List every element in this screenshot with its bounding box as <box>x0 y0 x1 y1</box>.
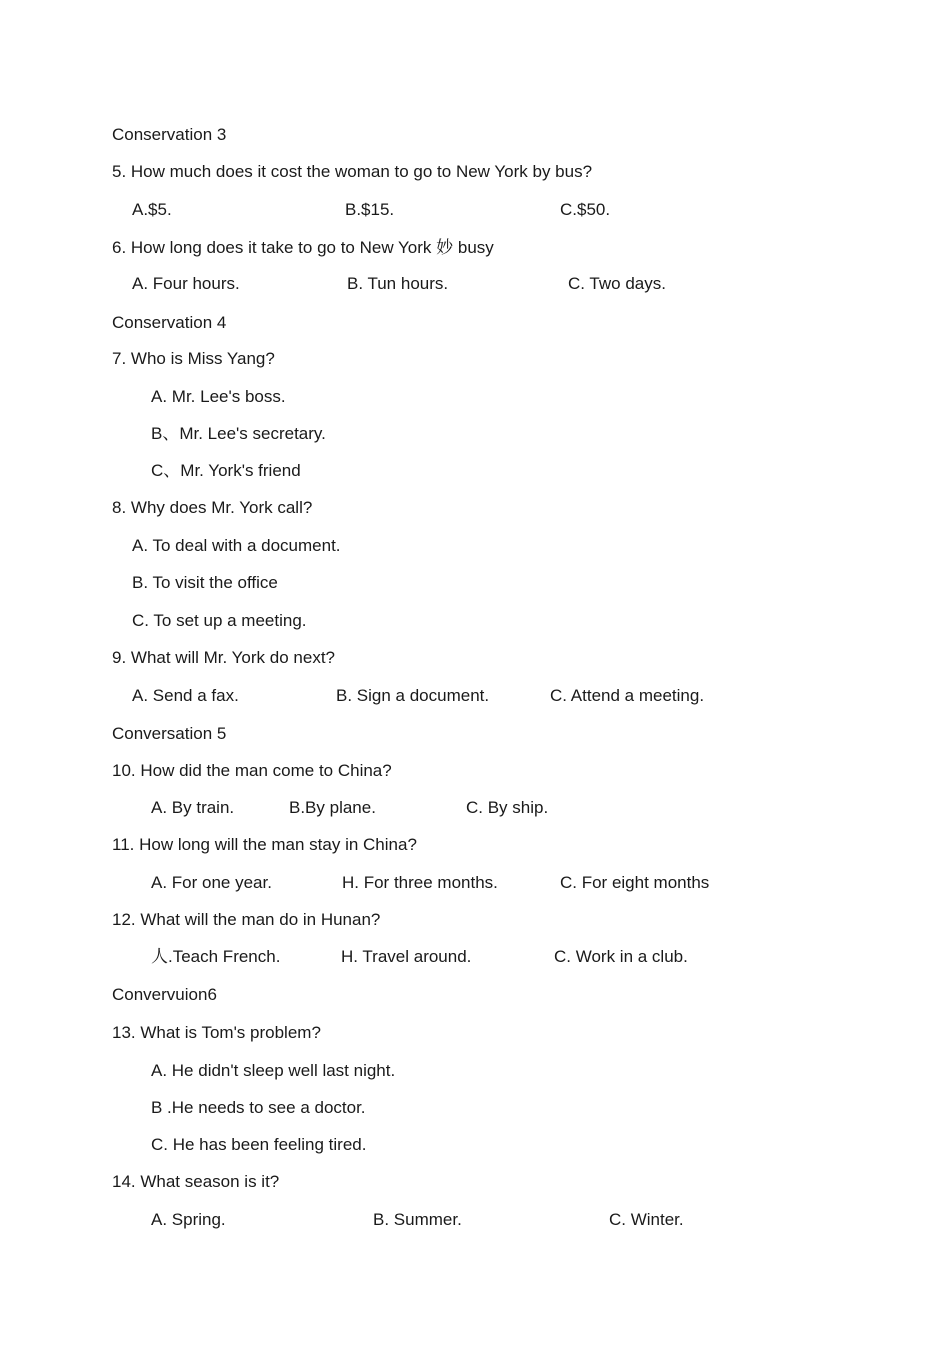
question-6: 6. How long does it take to go to New York 妙 busy <box>112 238 494 257</box>
q7-option-b: B、Mr. Lee's secretary. <box>151 424 326 443</box>
section-heading: Conversation 5 <box>112 724 227 743</box>
q13-option-b: B .He needs to see a doctor. <box>151 1098 366 1117</box>
q9-option-a: A. Send a fax. <box>132 686 239 705</box>
q10-option-c: C. By ship. <box>466 798 549 817</box>
q14-option-b: B. Summer. <box>373 1210 462 1229</box>
q11-option-b: H. For three months. <box>342 873 498 892</box>
q9-option-b: B. Sign a document. <box>336 686 490 705</box>
q6-option-b: B. Tun hours. <box>347 274 449 293</box>
q11-option-c: C. For eight months <box>560 873 710 892</box>
q10-option-a: A. By train. <box>151 798 235 817</box>
q12-option-a: 人.Teach French. <box>151 947 281 966</box>
q14-option-a: A. Spring. <box>151 1210 226 1229</box>
q14-option-c: C. Winter. <box>609 1210 684 1229</box>
q8-option-a: A. To deal with a document. <box>132 536 341 555</box>
section-heading: Conservation 4 <box>112 313 227 332</box>
section-heading: Convervuion6 <box>112 985 217 1004</box>
q13-option-c: C. He has been feeling tired. <box>151 1135 367 1154</box>
question-7: 7. Who is Miss Yang? <box>112 349 275 368</box>
q5-option-b: B.$15. <box>345 200 395 219</box>
q12-option-b: H. Travel around. <box>341 947 472 966</box>
q9-option-c: C. Attend a meeting. <box>550 686 705 705</box>
question-11: 11. How long will the man stay in China? <box>112 835 417 854</box>
question-5: 5. How much does it cost the woman to go to New York by bus? <box>112 162 593 181</box>
q6-option-a: A. Four hours. <box>132 274 240 293</box>
q6-option-c: C. Two days. <box>568 274 666 293</box>
question-9: 9. What will Mr. York do next? <box>112 648 335 667</box>
q8-option-c: C. To set up a meeting. <box>132 611 307 630</box>
q7-option-a: A. Mr. Lee's boss. <box>151 387 286 406</box>
q5-option-a: A.$5. <box>132 200 172 219</box>
q5-option-c: C.$50. <box>560 200 611 219</box>
q7-option-c: C、Mr. York's friend <box>151 461 301 480</box>
question-8: 8. Why does Mr. York call? <box>112 498 313 517</box>
question-13: 13. What is Tom's problem? <box>112 1023 321 1042</box>
q11-option-a: A. For one year. <box>151 873 272 892</box>
q13-option-a: A. He didn't sleep well last night. <box>151 1061 396 1080</box>
question-12: 12. What will the man do in Hunan? <box>112 910 381 929</box>
q8-option-b: B. To visit the office <box>132 573 278 592</box>
q10-option-b: B.By plane. <box>289 798 376 817</box>
q12-option-c: C. Work in a club. <box>554 947 688 966</box>
question-10: 10. How did the man come to China? <box>112 761 392 780</box>
section-heading: Conservation 3 <box>112 125 227 144</box>
question-14: 14. What season is it? <box>112 1172 280 1191</box>
